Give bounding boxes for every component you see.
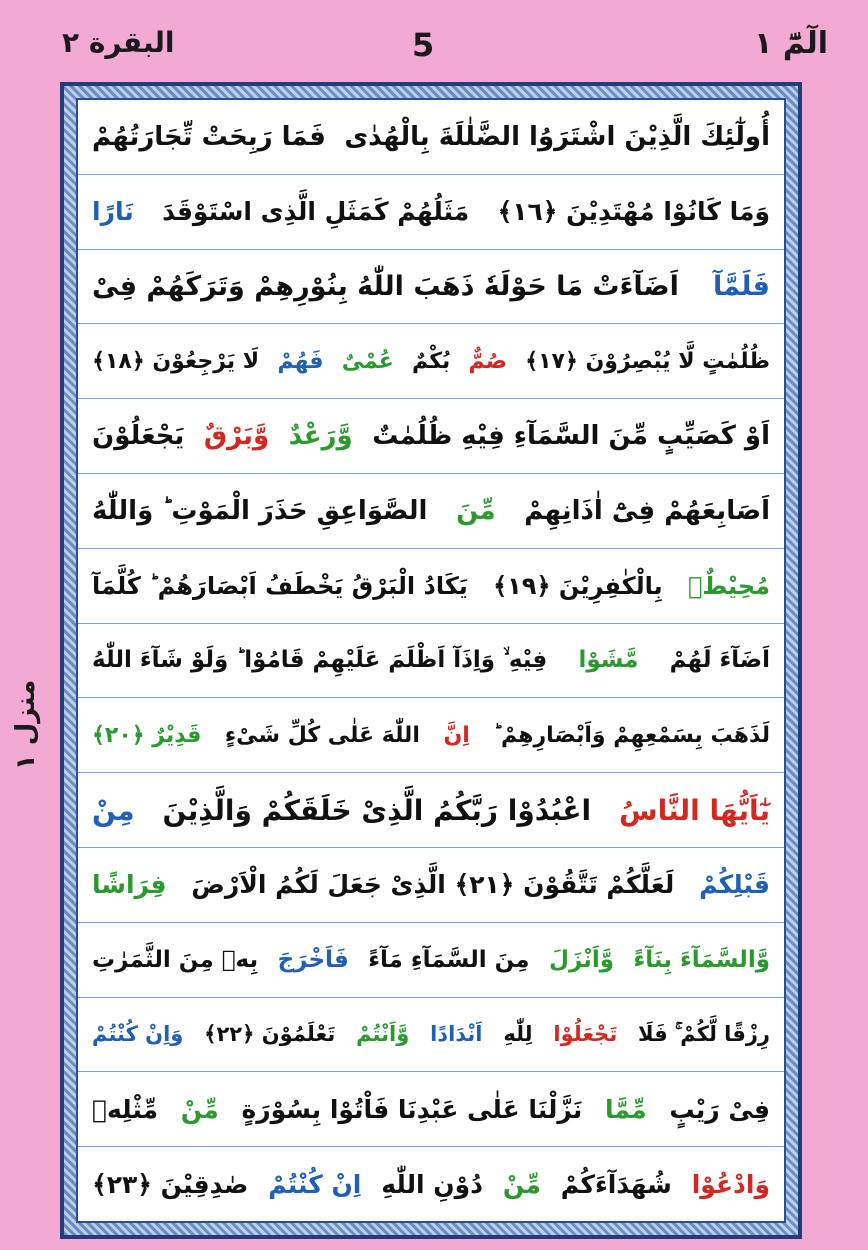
verse-segment: لَعَلَّكُمْ تَتَّقُوْنَ ﴿٢١﴾ الَّذِىْ جَعَلَ لَكُمُ الْاَرْضَ <box>191 870 675 900</box>
verse-segment: لَا يَرْجِعُوْنَ ﴿١٨﴾ <box>92 348 260 374</box>
verse-segment: مِّنْ <box>502 1169 541 1199</box>
verse-segment: اِنْ كُنْتُمْ <box>268 1169 362 1199</box>
verse-line <box>78 1147 784 1221</box>
verse-segment: مِنَ السَّمَآءِ مَآءً <box>368 946 530 973</box>
verse-segment: اَنْدَادًا <box>430 1022 483 1047</box>
verse-segment: وَّبَرْقٌ <box>203 421 270 452</box>
juz-title: الٓمّٓ ١ <box>754 26 828 61</box>
verse-segment: اعْبُدُوْا رَبَّكُمُ الَّذِىْ خَلَقَكُمْ وَالَّذِيْنَ <box>162 793 592 827</box>
verse-segment: مُحِيْطٌۢ <box>687 571 770 600</box>
verse-segment: مَّشَوْا <box>578 647 639 674</box>
verse-segment: عُمْىٌ <box>341 348 394 374</box>
verse-line <box>78 698 784 773</box>
verse-segment: لِلّٰهِ <box>503 1022 533 1047</box>
verse-segment: وَّرَعْدٌ <box>288 421 353 452</box>
verse-line <box>78 399 784 474</box>
verse-line <box>78 848 784 923</box>
page-number: 5 <box>412 26 435 64</box>
verse-segment: فِىْ رَيْبٍ <box>669 1094 770 1124</box>
verse-segment: اَوْ كَصَيِّبٍ مِّنَ السَّمَآءِ فِيْهِ ظُلُمٰتٌ <box>372 421 770 452</box>
ornamental-frame <box>60 82 802 1239</box>
verse-segment: رِزْقًا لَّكُمْ ۚ فَلَا <box>638 1021 770 1046</box>
verse-segment: اللّٰهَ عَلٰى كُلِّ شَىْءٍ <box>224 722 420 748</box>
verse-segment: يَجْعَلُوْنَ <box>92 421 185 452</box>
verse-line <box>78 250 784 325</box>
verse-segment: وَمَا كَانُوْا مُهْتَدِيْنَ ﴿١٦﴾ <box>497 197 770 227</box>
verse-segment: الصَّوَاعِقِ حَذَرَ الْمَوْتِ ؕ وَاللّٰهُ <box>92 495 428 526</box>
verse-line <box>78 624 784 699</box>
verse-segment: بِهٖ مِنَ الثَّمَرٰتِ <box>92 946 259 973</box>
verse-segment: اَضَآءَتْ مَا حَوْلَهٗ ذَهَبَ اللّٰهُ بِنُوْرِهِمْ وَتَرَكَهُمْ فِىْ <box>92 270 679 302</box>
verse-segment: فِيْهِ ۙ وَاِذَآ اَظْلَمَ عَلَيْهِمْ قَامُوْا ؕ وَلَوْ شَآءَ اللّٰهُ <box>92 647 548 674</box>
verse-segment: بُكْمٌ <box>412 348 451 374</box>
verse-segment: نَزَّلْنَا عَلٰى عَبْدِنَا فَاْتُوْا بِسُوْرَةٍ <box>241 1094 583 1124</box>
verse-segment: وَّالسَّمَآءَ بِنَآءً <box>633 946 770 973</box>
verse-segment: مِّمَّا <box>605 1094 647 1124</box>
verse-segment: بِالْكٰفِرِيْنَ ﴿١٩﴾ <box>493 571 663 600</box>
verse-line <box>78 549 784 624</box>
verse-line <box>78 773 784 848</box>
verse-segment: فِرَاشًا <box>92 870 167 900</box>
verse-segment: وَّاَنْتُمْ <box>356 1022 410 1047</box>
verse-segment: لَذَهَبَ بِسَمْعِهِمْ وَاَبْصَارِهِمْ ؕ <box>493 722 770 748</box>
verse-segment: صُمٌّ <box>468 348 508 374</box>
verse-segment: شُهَدَآءَكُمْ <box>560 1169 672 1199</box>
verse-segment: قَبْلِكُمْ <box>699 870 770 900</box>
verse-segment: دُوْنِ اللّٰهِ <box>381 1169 483 1199</box>
verse-segment: فَمَا رَبِحَتْ تِّجَارَتُهُمْ <box>92 121 326 152</box>
page-header <box>0 0 868 80</box>
verse-segment: اَصَابِعَهُمْ فِىْٓ اٰذَانِهِمْ <box>524 495 770 526</box>
manzil-marker <box>6 600 46 850</box>
verse-segment: وَّاَنْزَلَ <box>548 946 615 973</box>
verse-segment: تَجْعَلُوْا <box>553 1022 618 1047</box>
verse-segment: يٰٓاَيُّهَا النَّاسُ <box>619 793 770 827</box>
quran-text-area <box>76 98 786 1223</box>
verse-line <box>78 175 784 250</box>
verse-segment: وَاِنْ كُنْتُمْ <box>92 1022 184 1047</box>
verse-segment: نَارًا <box>92 197 134 227</box>
verse-segment: أُولٰٓئِكَ الَّذِيْنَ اشْتَرَوُا الضَّلٰلَةَ بِالْهُدٰى <box>344 121 770 152</box>
verse-segment: مِّنْ <box>180 1094 219 1124</box>
verse-segment: صٰدِقِيْنَ ﴿٢٣﴾ <box>92 1169 249 1199</box>
verse-segment: فَلَمَّآ <box>713 270 770 302</box>
verse-line <box>78 474 784 549</box>
verse-segment: فَهُمْ <box>277 348 324 374</box>
verse-segment: تَعْلَمُوْنَ ﴿٢٢﴾ <box>204 1022 336 1047</box>
verse-segment: قَدِيْرٌ ﴿٢٠﴾ <box>92 722 202 748</box>
verse-segment: فَاَخْرَجَ <box>277 946 349 973</box>
verse-segment: اِنَّ <box>443 722 470 748</box>
verse-segment: يَكَادُ الْبَرْقُ يَخْطَفُ اَبْصَارَهُمْ ؕ كُلَّمَآ <box>92 571 468 600</box>
verse-segment: مِّثْلِهٖ <box>92 1094 159 1124</box>
verse-line <box>78 998 784 1073</box>
verse-line <box>78 923 784 998</box>
verse-segment: مِّنَ <box>456 495 496 526</box>
verse-segment: ظُلُمٰتٍ لَّا يُبْصِرُوْنَ ﴿١٧﴾ <box>525 348 770 374</box>
verse-line <box>78 324 784 399</box>
verse-segment: مَثَلُهُمْ كَمَثَلِ الَّذِى اسْتَوْقَدَ <box>162 197 470 227</box>
verse-segment: مِنْ <box>92 793 135 827</box>
manzil-label: منزل ١ <box>11 679 41 771</box>
verse-segment: اَضَآءَ لَهُمْ <box>669 647 770 674</box>
verse-segment: وَادْعُوْا <box>691 1169 770 1199</box>
verse-line <box>78 1072 784 1147</box>
surah-title: البقرة ٢ <box>62 26 175 59</box>
verse-line <box>78 100 784 175</box>
